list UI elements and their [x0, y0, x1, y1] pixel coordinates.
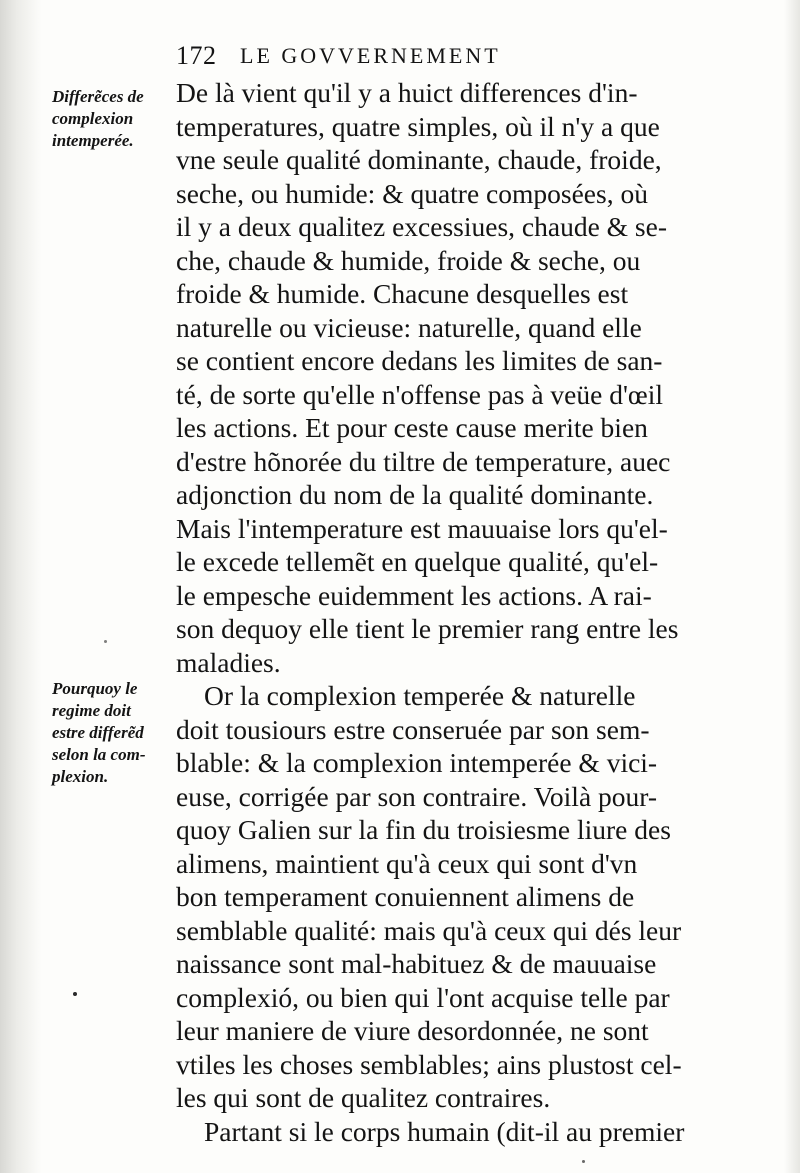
text-line: semblable qualité: mais qu'à ceux qui dés leur [176, 914, 682, 946]
text-line: Or la complexion temperée & naturelle [204, 680, 636, 711]
page-header [176, 38, 596, 74]
marginal-note-line: Differẽces de [52, 87, 144, 106]
text-line: che, chaude & humide, froide & seche, ou [176, 244, 641, 276]
binding-shadow [0, 0, 42, 1173]
page-number: 172 [176, 41, 217, 70]
ink-speck [582, 1160, 585, 1163]
text-line: les actions. Et pour ceste cause merite bien [176, 412, 648, 443]
text-line: naturelle ou vicieuse: naturelle, quand elle [176, 311, 642, 343]
text-line: vtiles les choses semblables; ains plustost cel- [176, 1048, 682, 1080]
text-line: froide & humide. Chacune desquelles est [176, 278, 629, 309]
running-head: LE GOVVERNEMENT [240, 43, 501, 68]
text-line: leur maniere de viure desordonnée, ne sont [176, 1015, 649, 1046]
text-line: d'estre hõnorée du tiltre de temperature, auec [176, 445, 671, 477]
text-line: té, de sorte qu'elle n'offense pas à veüe d'œil [176, 378, 664, 410]
marginal-note-line: intemperée. [52, 131, 134, 150]
marginal-note [52, 678, 176, 788]
marginal-note-line: estre differẽd [52, 723, 144, 742]
text-line: bon temperament conuiennent alimens de [176, 881, 635, 912]
text-line: doit tousiours estre conseruée par son sem- [176, 713, 650, 745]
marginal-note [52, 86, 176, 152]
body-text [176, 76, 736, 1148]
marginal-note-line: complexion [52, 109, 134, 128]
marginal-note-line: Pourquoy le [52, 679, 138, 698]
page-edge-shadow [784, 0, 800, 1173]
text-line: quoy Galien sur la fin du troisiesme liure des [176, 814, 671, 845]
ink-speck [73, 992, 77, 996]
ink-speck [104, 640, 107, 643]
text-line: temperatures, quatre simples, où il n'y a que [176, 110, 660, 142]
text-line: adjonction du nom de la qualité dominante. [176, 479, 654, 510]
text-line: alimens, maintient qu'à ceux qui sont d'vn [176, 847, 638, 879]
text-line: maladies. [176, 646, 281, 678]
text-line: le empesche euidemment les actions. A rai- [176, 579, 652, 611]
text-line: De là vient qu'il y a huict differences d'in- [176, 77, 638, 108]
text-line: naissance sont mal-habituez & de mauuaise [176, 948, 657, 979]
text-line: Partant si le corps humain (dit-il au premier [204, 1115, 685, 1147]
text-line: vne seule qualité dominante, chaude, froide, [176, 144, 662, 175]
text-line: il y a deux qualitez excessiues, chaude & se- [176, 211, 667, 242]
text-line: le excede tellemẽt en quelque qualité, qu'el- [176, 546, 659, 577]
text-line: les qui sont de qualitez contraires. [176, 1082, 551, 1113]
marginal-note-line: regime doit [52, 701, 131, 720]
text-line: se contient encore dedans les limites de san- [176, 345, 663, 376]
marginal-note-line: selon la com- [52, 745, 146, 764]
text-line: son dequoy elle tient le premier rang entre les [176, 613, 679, 644]
text-line: euse, corrigée par son contraire. Voilà pour- [176, 780, 658, 812]
text-line: blable: & la complexion intemperée & vici- [176, 747, 658, 778]
text-line: seche, ou humide: & quatre composées, où [176, 177, 648, 209]
text-line: complexió, ou bien qui l'ont acquise telle par [176, 981, 670, 1013]
text-line: Mais l'intemperature est mauuaise lors qu'el- [176, 512, 668, 544]
marginal-note-line: plexion. [52, 767, 109, 786]
